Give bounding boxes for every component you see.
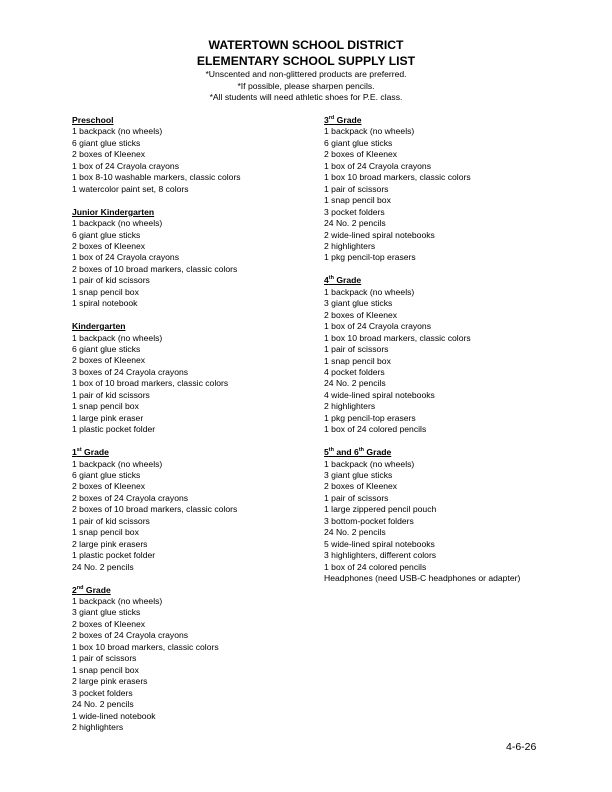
list-item: 2 boxes of Kleenex xyxy=(72,149,146,160)
list-item: 1 snap pencil box xyxy=(324,195,391,206)
item-list xyxy=(72,218,312,310)
list-item: 3 giant glue sticks xyxy=(72,607,141,618)
list-item: 1 backpack (no wheels) xyxy=(72,332,163,343)
item-list xyxy=(324,126,564,263)
list-item: 2 boxes of Kleenex xyxy=(324,149,398,160)
list-item: 1 snap pencil box xyxy=(72,286,139,297)
list-item: 1 box 10 broad markers, classic colors xyxy=(72,641,219,652)
section-5th-6th-grade xyxy=(324,447,564,584)
list-item: 2 wide-lined spiral notebooks xyxy=(324,229,435,240)
list-item: 1 box of 24 Crayola crayons xyxy=(324,160,432,171)
list-item: 3 boxes of 24 Crayola crayons xyxy=(72,366,189,377)
list-item: 1 box 8-10 washable markers, classic colors xyxy=(72,172,241,183)
list-item: 2 boxes of 10 broad markers, classic colors xyxy=(72,263,238,274)
list-item: 1 box of 24 colored pencils xyxy=(324,424,427,435)
list-item: 1 box of 10 broad markers, classic colors xyxy=(72,378,229,389)
list-item: 1 backpack (no wheels) xyxy=(324,458,415,469)
list-item: 1 pkg pencil-top erasers xyxy=(324,412,416,423)
section-title-5th-6th-grade: 5th and 6th Grade xyxy=(324,447,392,458)
list-item: 1 snap pencil box xyxy=(72,527,139,538)
item-list xyxy=(72,596,312,733)
list-item: 1 backpack (no wheels) xyxy=(72,126,163,137)
district-title: WATERTOWN SCHOOL DISTRICT xyxy=(208,38,404,52)
list-item: 3 giant glue sticks xyxy=(324,470,393,481)
list-item: 2 highlighters xyxy=(324,401,376,412)
section-2nd-grade xyxy=(72,585,312,734)
list-item: 1 plastic pocket folder xyxy=(72,424,156,435)
list-item: 2 boxes of Kleenex xyxy=(72,355,146,366)
list-item: 24 No. 2 pencils xyxy=(324,527,386,538)
list-item: 3 pocket folders xyxy=(72,687,133,698)
list-item: 2 large pink erasers xyxy=(72,538,148,549)
list-item: 1 large pink eraser xyxy=(72,412,144,423)
list-item: 1 box 10 broad markers, classic colors xyxy=(324,332,471,343)
list-item: 1 box of 24 Crayola crayons xyxy=(72,252,180,263)
list-item: 2 boxes of Kleenex xyxy=(324,481,398,492)
list-item: 3 highlighters, different colors xyxy=(324,550,437,561)
list-item: 6 giant glue sticks xyxy=(72,229,141,240)
list-item: 1 plastic pocket folder xyxy=(72,550,156,561)
list-item: 2 boxes of Kleenex xyxy=(72,481,146,492)
list-item: 2 boxes of Kleenex xyxy=(72,240,146,251)
list-item: Headphones (need USB-C headphones or adapter) xyxy=(324,573,521,584)
list-item: 1 backpack (no wheels) xyxy=(72,458,163,469)
revision-date: 4-6-26 xyxy=(506,741,537,753)
list-item: 2 boxes of Kleenex xyxy=(72,618,146,629)
list-item: 1 pkg pencil-top erasers xyxy=(324,252,416,263)
list-item: 24 No. 2 pencils xyxy=(72,699,134,710)
list-item: 1 box of 24 Crayola crayons xyxy=(72,160,180,171)
list-item: 24 No. 2 pencils xyxy=(324,378,386,389)
list-item: 2 boxes of Kleenex xyxy=(324,309,398,320)
list-item: 24 No. 2 pencils xyxy=(72,561,134,572)
list-item: 2 highlighters xyxy=(324,240,376,251)
item-list xyxy=(72,459,312,574)
list-item: 1 box of 24 Crayola crayons xyxy=(324,321,432,332)
document-header xyxy=(0,38,612,104)
list-item: 1 large zippered pencil pouch xyxy=(324,504,437,515)
item-list xyxy=(324,287,564,436)
list-item: 1 box 10 broad markers, classic colors xyxy=(324,172,471,183)
section-title-kindergarten: Kindergarten xyxy=(72,321,126,332)
list-item: 1 snap pencil box xyxy=(72,664,139,675)
right-column xyxy=(324,115,564,596)
list-item: 1 pair of scissors xyxy=(72,653,137,664)
list-item: 1 pair of kid scissors xyxy=(72,389,150,400)
list-item: 2 highlighters xyxy=(72,721,124,732)
note-sharpen: *If possible, please sharpen pencils. xyxy=(237,80,375,91)
list-item: 2 boxes of 24 Crayola crayons xyxy=(72,630,189,641)
list-item: 5 wide-lined spiral notebooks xyxy=(324,538,435,549)
section-title-3rd-grade: 3rd Grade xyxy=(324,115,362,125)
list-item: 1 spiral notebook xyxy=(72,298,138,309)
list-item: 1 wide-lined notebook xyxy=(72,710,156,721)
list-item: 2 boxes of 24 Crayola crayons xyxy=(72,492,189,503)
list-item: 1 backpack (no wheels) xyxy=(324,286,415,297)
list-item: 1 pair of scissors xyxy=(324,344,389,355)
list-item: 1 pair of scissors xyxy=(324,492,389,503)
list-title: ELEMENTARY SCHOOL SUPPLY LIST xyxy=(196,53,416,68)
list-item: 1 snap pencil box xyxy=(324,355,391,366)
item-list xyxy=(72,333,312,436)
note-unscented: *Unscented and non-glittered products are preferred. xyxy=(205,69,407,79)
section-title-4th-grade: 4th Grade xyxy=(324,275,362,286)
item-list xyxy=(324,459,564,585)
list-item: 1 snap pencil box xyxy=(72,401,139,412)
list-item: 1 watercolor paint set, 8 colors xyxy=(72,183,189,194)
section-title-preschool: Preschool xyxy=(72,115,114,125)
list-item: 4 wide-lined spiral notebooks xyxy=(324,389,435,400)
list-item: 1 pair of kid scissors xyxy=(72,515,150,526)
item-list xyxy=(72,126,312,195)
list-item: 2 boxes of 10 broad markers, classic colors xyxy=(72,504,238,515)
note-shoes: *All students will need athletic shoes for P.E. class. xyxy=(209,92,403,103)
list-item: 6 giant glue sticks xyxy=(72,344,141,355)
section-3rd-grade xyxy=(324,115,564,264)
list-item: 4 pocket folders xyxy=(324,366,385,377)
list-item: 3 giant glue sticks xyxy=(324,298,393,309)
list-item: 3 pocket folders xyxy=(324,206,385,217)
section-title-1st-grade: 1st Grade xyxy=(72,447,109,458)
list-item: 6 giant glue sticks xyxy=(72,470,141,480)
list-item: 1 backpack (no wheels) xyxy=(72,595,163,606)
list-item: 6 giant glue sticks xyxy=(72,137,141,148)
list-item: 1 pair of scissors xyxy=(324,183,389,194)
section-1st-grade xyxy=(72,447,312,573)
list-item: 6 giant glue sticks xyxy=(324,137,393,148)
section-kindergarten xyxy=(72,321,312,436)
list-item: 1 box of 24 colored pencils xyxy=(324,561,427,572)
section-preschool xyxy=(72,115,312,195)
list-item: 1 pair of kid scissors xyxy=(72,275,150,286)
section-title-junior-kindergarten: Junior Kindergarten xyxy=(72,206,155,217)
section-4th-grade xyxy=(324,275,564,435)
section-junior-kindergarten xyxy=(72,207,312,310)
list-item: 1 backpack (no wheels) xyxy=(324,126,415,137)
list-item: 1 backpack (no wheels) xyxy=(72,218,163,229)
list-item: 3 bottom-pocket folders xyxy=(324,515,414,526)
list-item: 2 large pink erasers xyxy=(72,676,148,687)
left-column xyxy=(72,115,312,745)
list-item: 24 No. 2 pencils xyxy=(324,218,386,229)
section-title-2nd-grade: 2nd Grade xyxy=(72,584,111,595)
